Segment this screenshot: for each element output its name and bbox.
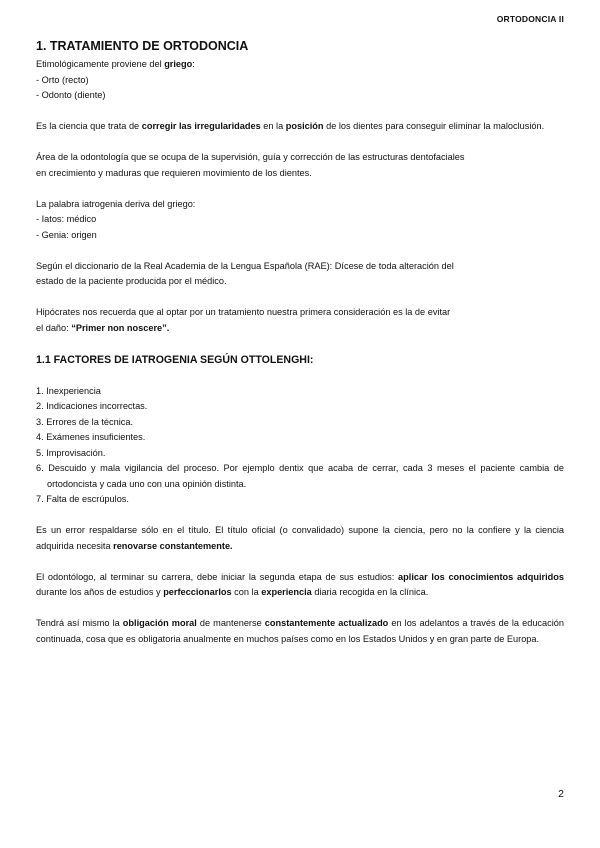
factor-item: 2. Indicaciones incorrectas. bbox=[36, 401, 148, 411]
subsection-title: 1.1 FACTORES DE IATROGENIA SEGÚN OTTOLENGHI: bbox=[36, 354, 314, 366]
hipocrates-line bbox=[36, 321, 564, 337]
text-bold: griego bbox=[164, 59, 193, 69]
iatrogenia-intro: La palabra iatrogenia deriva del griego: bbox=[36, 198, 196, 209]
text-bold: renovarse constantemente. bbox=[113, 540, 233, 551]
section-title: 1. TRATAMIENTO DE ORTODONCIA bbox=[36, 39, 249, 53]
text-run: Etimológicamente proviene del bbox=[36, 59, 165, 69]
area-line: Área de la odontología que se ocupa de la supervisión, guía y corrección de las estructuras dentofaciales bbox=[36, 152, 465, 162]
text-bold: constantemente actualizado bbox=[264, 618, 389, 628]
list-item: - Odonto (diente) bbox=[36, 90, 106, 100]
text-run: en la bbox=[260, 121, 286, 131]
text-run: Es un error respaldarse sólo en el título. El título oficial (o convalidado) supone la ciencia, pero no la confiere y la ciencia adquirida necesita bbox=[36, 525, 564, 551]
odontologo-paragraph bbox=[36, 570, 564, 601]
factor-item: 6. Descuido y mala vigilancia del proceso. Por ejemplo dentix que acaba de cerrar, cada 3 meses el paciente cambia de ortodoncista y cada uno con una opinión distinta. bbox=[36, 463, 564, 489]
text-run: : bbox=[192, 59, 195, 69]
obligacion-paragraph bbox=[36, 616, 564, 647]
list-item: - Genia: origen bbox=[36, 229, 97, 240]
factor-item: 7. Falta de escrúpulos. bbox=[36, 494, 129, 504]
text-bold: experiencia bbox=[261, 587, 312, 597]
text-bold: aplicar los conocimientos adquiridos bbox=[398, 571, 564, 582]
running-header: ORTODONCIA II bbox=[496, 14, 564, 24]
text-bold: corregir las irregularidades bbox=[141, 121, 261, 131]
rae-line: estado de la paciente producida por el médico. bbox=[36, 276, 227, 286]
text-run: de mantenerse bbox=[196, 618, 265, 628]
text-run: el daño: bbox=[36, 322, 72, 333]
text-bold: posición bbox=[285, 121, 324, 131]
text-bold: perfeccionarlos bbox=[163, 587, 232, 597]
text-run: durante los años de estudios y bbox=[36, 587, 164, 597]
factor-item: 1. Inexperiencia bbox=[36, 385, 101, 396]
hipocrates-line: Hipócrates nos recuerda que al optar por un tratamiento nuestra primera consideración es la de evitar bbox=[36, 307, 451, 317]
text-run: con la bbox=[231, 587, 262, 597]
factor-item: 5. Improvisación. bbox=[36, 447, 106, 458]
rae-line: Según el diccionario de la Real Academia de la Lengua Española (RAE): Dícese de toda alteración del bbox=[36, 260, 454, 271]
definition-paragraph bbox=[36, 119, 564, 135]
page-content bbox=[36, 38, 564, 647]
text-run: El odontólogo, al terminar su carrera, debe iniciar la segunda etapa de sus estudios: bbox=[36, 571, 399, 582]
factor-item: 3. Errores de la técnica. bbox=[36, 416, 134, 427]
titulo-paragraph bbox=[36, 523, 564, 554]
page-number: 2 bbox=[558, 788, 564, 800]
list-item: - Iatos: médico bbox=[36, 214, 97, 224]
text-run: diaria recogida en la clínica. bbox=[311, 587, 429, 597]
text-run: de los dientes para conseguir eliminar la maloclusión. bbox=[323, 121, 545, 131]
list-item: - Orto (recto) bbox=[36, 74, 89, 85]
etymology-line bbox=[36, 57, 564, 73]
text-bold: “Primer non noscere”. bbox=[71, 322, 170, 333]
text-run: Tendrá así mismo la bbox=[36, 618, 123, 628]
text-bold: obligación moral bbox=[122, 618, 197, 628]
text-run: Es la ciencia que trata de bbox=[36, 121, 142, 131]
factor-item: 4. Exámenes insuficientes. bbox=[36, 432, 146, 442]
area-line: en crecimiento y maduras que requieren movimiento de los dientes. bbox=[36, 167, 312, 178]
text-run: en los adelantos a través de la educación continuada, cosa que es obligatoria anualmente en muchos países como en los Estados Unidos y en gran parte de Europa. bbox=[36, 618, 564, 644]
